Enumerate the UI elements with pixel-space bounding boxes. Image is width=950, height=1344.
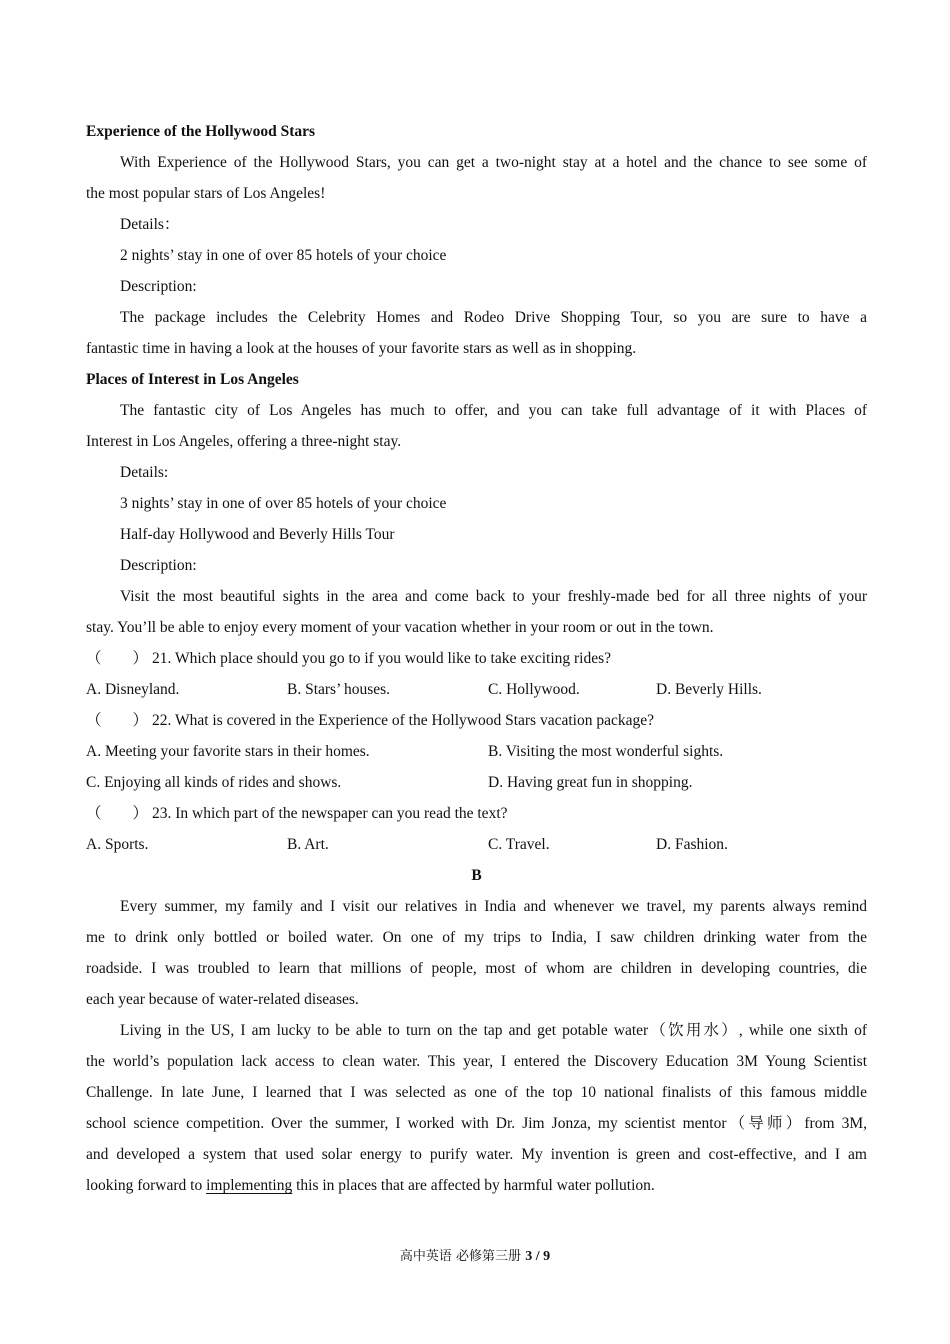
paragraph-line: With Experience of the Hollywood Stars, you can get a two‑night stay at a hotel and the chance to see some of: [120, 154, 867, 171]
options-row: [86, 829, 867, 860]
text-run: looking forward to: [86, 1177, 207, 1194]
question-22: [86, 705, 867, 736]
option-c: C. Hollywood.: [488, 681, 580, 698]
paragraph-line: Interest in Los Angeles, offering a three-night stay.: [86, 433, 402, 450]
package-title: Places of Interest in Los Angeles: [86, 371, 299, 388]
section-heading-b: B: [471, 867, 482, 884]
document-page: [86, 116, 867, 1201]
options-row: [86, 674, 867, 705]
details-label: Details：: [120, 216, 180, 233]
detail-item: Half-day Hollywood and Beverly Hills Tour: [120, 526, 395, 543]
option-d: D. Beverly Hills.: [656, 681, 762, 698]
question-stem: 22. What is covered in the Experience of the Hollywood Stars vacation package?: [152, 712, 654, 729]
paragraph-line: The fantastic city of Los Angeles has much to offer, and you can take full advantage of it with Places of: [120, 402, 867, 419]
option-b: B. Art.: [287, 836, 329, 853]
answer-blank[interactable]: （ ）: [86, 805, 149, 822]
option-d: D. Having great fun in shopping.: [488, 774, 693, 791]
option-b: B. Visiting the most wonderful sights.: [488, 743, 724, 760]
answer-blank[interactable]: （ ）: [86, 650, 149, 667]
paragraph-line: [86, 1170, 867, 1201]
paragraph-line: each year because of water‑related diseases.: [86, 991, 359, 1008]
option-b: B. Stars’ houses.: [287, 681, 391, 698]
paragraph-line: fantastic time in having a look at the houses of your favorite stars as well as in shopping.: [86, 340, 637, 357]
book-title: 高中英语 必修第三册: [399, 1249, 522, 1264]
options-row: [86, 767, 867, 798]
option-a: A. Meeting your favorite stars in their homes.: [86, 743, 370, 760]
details-label: Details:: [120, 464, 169, 481]
paragraph-line: The package includes the Celebrity Homes and Rodeo Drive Shopping Tour, so you are sure to have a: [120, 309, 867, 326]
question-stem: 21. Which place should you go to if you would like to take exciting rides?: [152, 650, 612, 667]
page-footer: [0, 1245, 950, 1265]
page-number: 3 / 9: [525, 1249, 551, 1264]
option-d: D. Fashion.: [656, 836, 728, 853]
option-a: A. Disneyland.: [86, 681, 180, 698]
text-run: this in places that are affected by harmful water pollution.: [292, 1177, 655, 1194]
paragraph-line: the most popular stars of Los Angeles!: [86, 185, 326, 202]
question-21: [86, 643, 867, 674]
paragraph-line: and developed a system that used solar energy to purify water. My invention is green and cost-effective, and I am: [86, 1146, 867, 1163]
description-label: Description:: [120, 557, 197, 574]
option-c: C. Travel.: [488, 836, 550, 853]
paragraph-line: me to drink only bottled or boiled water. On one of my trips to India, I saw children drinking water from the: [86, 929, 867, 946]
paragraph-line: Living in the US, I am lucky to be able to turn on the tap and get potable water（饮用水）, while one sixth of: [120, 1022, 867, 1039]
question-23: [86, 798, 867, 829]
paragraph-line: stay. You’ll be able to enjoy every moment of your vacation whether in your room or out in the town.: [86, 619, 714, 636]
paragraph-line: school science competition. Over the summer, I worked with Dr. Jim Jonza, my scientist mentor（导师）from 3M,: [86, 1115, 867, 1132]
option-a: A. Sports.: [86, 836, 149, 853]
detail-item: 3 nights’ stay in one of over 85 hotels of your choice: [120, 495, 447, 512]
paragraph-line: the world’s population lack access to clean water. This year, I entered the Discovery Education 3M Young Scientist: [86, 1053, 867, 1070]
package-title: Experience of the Hollywood Stars: [86, 123, 316, 140]
paragraph-line: Challenge. In late June, I learned that I was selected as one of the top 10 national finalists of this famous middle: [86, 1084, 867, 1101]
option-c: C. Enjoying all kinds of rides and shows.: [86, 774, 342, 791]
options-row: [86, 736, 867, 767]
question-stem: 23. In which part of the newspaper can you read the text?: [152, 805, 508, 822]
paragraph-line: Visit the most beautiful sights in the area and come back to your freshly-made bed for all three nights of your: [120, 588, 867, 605]
paragraph-line: roadside. I was troubled to learn that millions of people, most of whom are children in developing countries, die: [86, 960, 867, 977]
detail-item: 2 nights’ stay in one of over 85 hotels of your choice: [120, 247, 447, 264]
description-label: Description:: [120, 278, 197, 295]
paragraph-line: Every summer, my family and I visit our relatives in India and whenever we travel, my parents always remind: [120, 898, 867, 915]
underlined-word: implementing: [206, 1177, 293, 1194]
answer-blank[interactable]: （ ）: [86, 712, 149, 729]
